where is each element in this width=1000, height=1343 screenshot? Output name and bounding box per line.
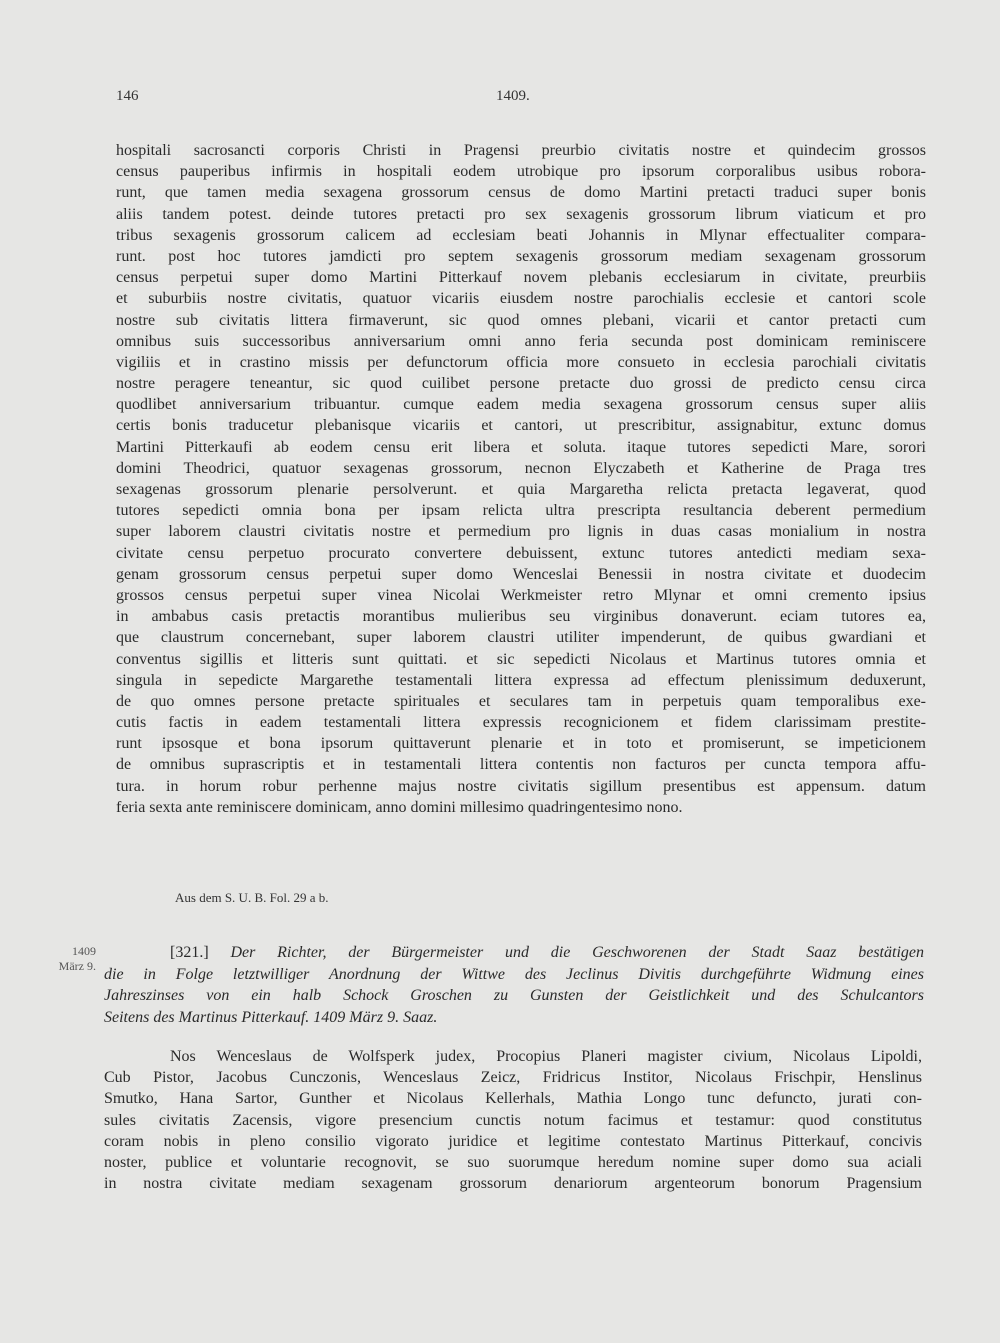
- text-line: in nostra civitate mediam sexagenam grossorum denariorum argenteorum bonorum Pragensium: [104, 1175, 922, 1193]
- text-line: et suburbiis nostre civitatis, quatuor vicariis eiusdem nostre parochialis ecclesie et cantori scole: [116, 290, 926, 308]
- regest-line: [104, 942, 924, 964]
- regest-line: Seitens des Martinus Pitterkauf. 1409 März 9. Saaz.: [104, 1008, 438, 1026]
- text-line: omnibus suis successoribus anniversarium omni anno feria secunda post dominicam reminiscere: [116, 332, 926, 350]
- regest-line: Jahreszinses von ein halb Schock Groschen zu Gunsten der Geistlichkeit und des Schulcantors: [104, 987, 924, 1004]
- charter-text: [104, 1046, 922, 1194]
- text-line: runt. post hoc tutores jamdicti pro septem sexagenis grossorum mediam sexagenam grossorum: [116, 247, 926, 265]
- text-line: vigiliis et in crastino missis per defunctorum officia more consueto in ecclesia parochiali civitatis: [116, 353, 926, 371]
- text-line: runt ipsosque et bona ipsorum quittaverunt plenarie et in toto et promiserunt, se impeticionem: [116, 735, 926, 753]
- text-line: certis bonis traducetur plebanisque vicariis et cantori, ut prescribitur, assignabitur, extunc domus: [116, 417, 926, 435]
- margin-year: 1409: [72, 944, 96, 958]
- text-line: Nos Wenceslaus de Wolfsperk judex, Procopius Planeri magister civium, Nicolaus Lipoldi,: [170, 1048, 922, 1065]
- text-line: in ambabus casis pretactis morantibus mulieribus seu virginibus donaverunt. eciam tutores ea,: [116, 608, 926, 626]
- regest-text: Der Richter, der Bürgermeister und die Geschworenen der Stadt Saaz bestätigen: [230, 944, 924, 961]
- page-number: 146: [116, 88, 139, 104]
- text-line: genam grossorum census perpetui super domo Wenceslai Benessii in nostra civitate et duodecim: [116, 565, 926, 583]
- text-line: feria sexta ante reminiscere dominicam, anno domini millesimo quadringentesimo nono.: [116, 798, 683, 816]
- text-line: super laborem claustri civitatis nostre et permedium pro lignis in duas casas monialium in nostra: [116, 523, 926, 541]
- text-line: Smutko, Hana Sartor, Gunther et Nicolaus Kellerhals, Mathia Longo tunc defuncto, jurati con-: [104, 1090, 922, 1108]
- text-line: coram nobis in pleno consilio vigorato juridice et legitime contestato Martinus Pitterkauf, concivis: [104, 1132, 922, 1150]
- text-line: conventus sigillis et litteris sunt quittati. et sic sepedicti Nicolaus et Martinus tutores omnia et: [116, 650, 926, 668]
- text-line: civitate censu perpetuo procurato convertere debuissent, extunc tutores antedicti mediam sexa-: [116, 544, 926, 562]
- text-line: tura. in horum robur perhenne majus nostre civitatis sigillum presentibus est appensum. datum: [116, 777, 926, 795]
- text-line: nostre sub civitatis littera firmaverunt, sic quod omnes plebani, vicarii et cantor pretacti cum: [116, 311, 926, 329]
- running-head-year: 1409.: [496, 88, 530, 104]
- text-line: de omnibus suprascriptis et in testamentali littera contentis non facturos per cuncta tempora affu-: [116, 756, 926, 774]
- document-number: [321.]: [170, 944, 209, 961]
- text-line: nostre peragere teneantur, sic quod cuilibet persone pretacte duo grossi de predicto censu circa: [116, 375, 926, 393]
- text-line: tutores sepedicti omnia bona per ipsam relicta ultra prescripta resultancia deberent permedium: [116, 502, 926, 520]
- text-line: Martini Pitterkaufi ab eodem censu erit libera et soluta. itaque tutores sepedicti Mare, sorori: [116, 438, 926, 456]
- text-line: de quo omnes persone pretacte spirituales et seculares tam in perpetuis quam temporalibus exe-: [116, 692, 926, 710]
- text-line: domini Theodrici, quatuor sexagenas grossorum, necnon Elyczabeth et Katherine de Praga tres: [116, 459, 926, 477]
- text-line: census perpetui super domo Martini Pitterkauf novem plebanis ecclesiarum in civitate, preurbiis: [116, 269, 926, 287]
- text-line: sules civitatis Zacensis, vigore presencium cunctis notum facimus et testamur: quod constitutus: [104, 1111, 922, 1129]
- text-line: grossos census perpetui super vinea Nicolai Werkmeister retro Mlynar et omni cremento ipsius: [116, 586, 926, 604]
- text-line: que claustrum concernebant, super laborem claustri utiliter impenderunt, de quibus gwardiani et: [116, 629, 926, 647]
- continued-charter-text: [116, 140, 926, 818]
- text-line: cutis factis in eadem testamentali littera expressis recognicionem et fidem clarissimam prestite-: [116, 714, 926, 732]
- text-line: sexagenas grossorum plenarie persolverunt. et quia Margaretha relicta pretacta legaverat, quod: [116, 481, 926, 498]
- text-line: census pauperibus infirmis in hospitali eodem utrobique pro ipsorum corporalibus usibus robora-: [116, 163, 926, 181]
- text-line: quodlibet anniversarium tribuantur. cumque eadem media sexagena grossorum census super aliis: [116, 396, 926, 414]
- text-line: Cub Pistor, Jacobus Cunczonis, Wenceslaus Zeicz, Fridricus Institor, Nicolaus Frischpir, Henslinus: [104, 1069, 922, 1087]
- regest-summary: [104, 942, 924, 1028]
- margin-date-note: [26, 944, 96, 974]
- text-line: aliis tandem potest. deinde tutores pretacti pro sex sexagenis grossorum librum viaticum et pro: [116, 205, 926, 223]
- regest-line: die in Folge letztwilliger Anordnung der Wittwe des Jeclinus Divitis durchgeführte Widmung eines: [104, 965, 924, 983]
- text-line: runt, que tamen media sexagena grossorum census de domo Martini pretacti traduci super bonis: [116, 184, 926, 202]
- text-line: hospitali sacrosancti corporis Christi in Pragensi preurbio civitatis nostre et quindecim grossos: [116, 142, 926, 159]
- text-line: noster, publice et voluntarie recognovit, se suo suorumque heredum nomine super domo sua aciali: [104, 1153, 922, 1171]
- page-header: [116, 88, 926, 112]
- source-note: Aus dem S. U. B. Fol. 29 a b.: [175, 890, 329, 905]
- text-line: tribus sexagenis grossorum calicem ad ecclesiam beati Johannis in Mlynar effectualiter compara-: [116, 226, 926, 244]
- margin-date: März 9.: [58, 959, 96, 973]
- text-line: singula in sepedicte Margarethe testamentali littera expressa ad effectum plenissimum deduxerunt,: [116, 671, 926, 689]
